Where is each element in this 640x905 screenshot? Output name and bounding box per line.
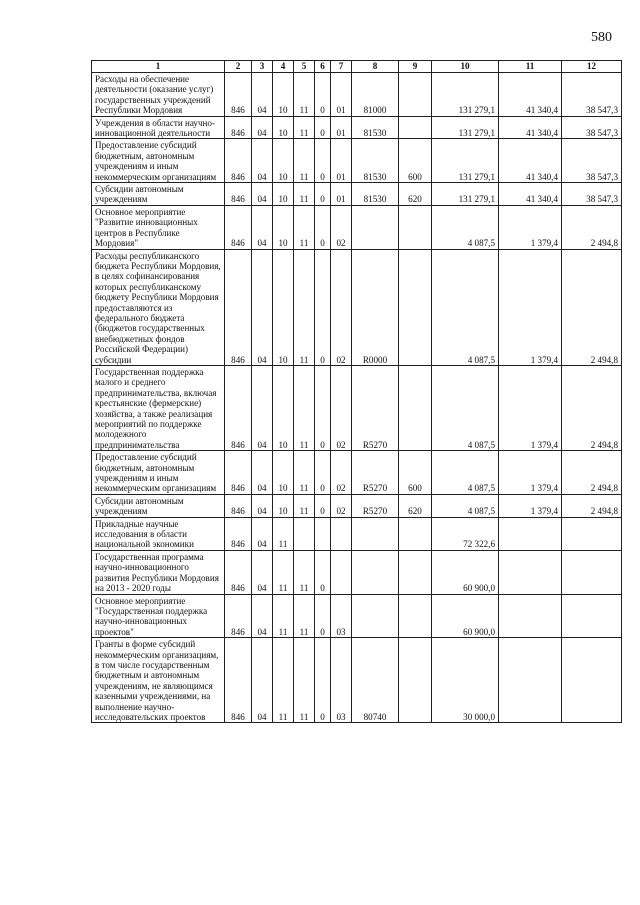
subsection-cell: 10 — [273, 451, 294, 495]
column-header: 5 — [294, 61, 315, 73]
subsection-cell: 10 — [273, 183, 294, 206]
ministry-code-cell: 846 — [225, 183, 252, 206]
row-name-cell: Гранты в форме субсидий некоммерческим организациям, в том числе государственным бюджетным и автономным учреждениям, не являющимся казенными учреждениями, на выполнение научно-исследовательских проектов — [92, 638, 225, 723]
direction-cell: R5270 — [352, 451, 399, 495]
program-cell: 11 — [294, 451, 315, 495]
page-number: 580 — [591, 30, 612, 45]
table-row — [92, 550, 622, 594]
subsection-cell: 10 — [273, 365, 294, 450]
activity-cell: 01 — [331, 139, 352, 183]
expense-type-cell — [399, 517, 432, 550]
table-body — [92, 73, 622, 723]
amount-total-cell: 4 087,5 — [432, 249, 499, 365]
expense-type-cell — [399, 594, 432, 638]
section-cell: 04 — [252, 594, 273, 638]
row-name-cell: Расходы республиканского бюджета Республики Мордовия, в целях софинансирования которых республиканскому бюджету Республики Мордовия предоставляются из федерального бюджета (бюджетов государственных внебюджетных фондов Российской Федерации) субсидии — [92, 249, 225, 365]
activity-cell: 02 — [331, 249, 352, 365]
section-cell: 04 — [252, 550, 273, 594]
direction-cell: 81530 — [352, 116, 399, 139]
expense-type-cell: 620 — [399, 183, 432, 206]
table-row — [92, 365, 622, 450]
amount-second-cell: 1 379,4 — [499, 451, 562, 495]
column-header: 3 — [252, 61, 273, 73]
table-row — [92, 139, 622, 183]
table-row — [92, 638, 622, 723]
amount-second-cell: 1 379,4 — [499, 494, 562, 517]
ministry-code-cell: 846 — [225, 494, 252, 517]
subprogram-cell: 0 — [315, 249, 331, 365]
amount-second-cell: 41 340,4 — [499, 116, 562, 139]
ministry-code-cell: 846 — [225, 517, 252, 550]
expense-type-cell — [399, 249, 432, 365]
amount-second-cell: 41 340,4 — [499, 73, 562, 117]
expense-type-cell: 600 — [399, 451, 432, 495]
activity-cell: 02 — [331, 494, 352, 517]
program-cell: 11 — [294, 183, 315, 206]
direction-cell — [352, 550, 399, 594]
program-cell: 11 — [294, 249, 315, 365]
budget-table — [91, 60, 622, 723]
direction-cell — [352, 517, 399, 550]
table-row — [92, 73, 622, 117]
column-header: 7 — [331, 61, 352, 73]
row-name-cell: Предоставление субсидий бюджетным, автономным учреждениям и иным некоммерческим организациям — [92, 139, 225, 183]
subprogram-cell: 0 — [315, 451, 331, 495]
activity-cell: 02 — [331, 451, 352, 495]
amount-total-cell: 4 087,5 — [432, 451, 499, 495]
section-cell: 04 — [252, 116, 273, 139]
program-cell: 11 — [294, 365, 315, 450]
subprogram-cell: 0 — [315, 205, 331, 249]
section-cell: 04 — [252, 183, 273, 206]
amount-second-cell — [499, 594, 562, 638]
subprogram-cell: 0 — [315, 116, 331, 139]
subsection-cell: 10 — [273, 205, 294, 249]
ministry-code-cell: 846 — [225, 139, 252, 183]
row-name-cell: Государственная поддержка малого и среднего предпринимательства, включая крестьянские (фермерские) хозяйства, а также реализация мероприятий по поддержке молодежного предпринимательства — [92, 365, 225, 450]
amount-third-cell: 38 547,3 — [562, 116, 622, 139]
subsection-cell: 11 — [273, 594, 294, 638]
amount-third-cell: 2 494,8 — [562, 494, 622, 517]
subsection-cell: 10 — [273, 116, 294, 139]
amount-second-cell — [499, 550, 562, 594]
subprogram-cell: 0 — [315, 73, 331, 117]
activity-cell: 01 — [331, 116, 352, 139]
expense-type-cell — [399, 116, 432, 139]
table-row — [92, 451, 622, 495]
column-header: 1 — [92, 61, 225, 73]
amount-total-cell: 4 087,5 — [432, 205, 499, 249]
amount-second-cell — [499, 638, 562, 723]
column-header: 8 — [352, 61, 399, 73]
ministry-code-cell: 846 — [225, 73, 252, 117]
row-name-cell: Учреждения в области научно-инновационной деятельности — [92, 116, 225, 139]
program-cell: 11 — [294, 139, 315, 183]
row-name-cell: Государственная программа научно-инновационного развития Республики Мордовия на 2013 - 2020 годы — [92, 550, 225, 594]
program-cell: 11 — [294, 73, 315, 117]
amount-second-cell: 1 379,4 — [499, 205, 562, 249]
ministry-code-cell: 846 — [225, 249, 252, 365]
subprogram-cell — [315, 517, 331, 550]
row-name-cell: Прикладные научные исследования в области национальной экономики — [92, 517, 225, 550]
program-cell: 11 — [294, 550, 315, 594]
activity-cell — [331, 550, 352, 594]
amount-third-cell: 2 494,8 — [562, 249, 622, 365]
program-cell: 11 — [294, 594, 315, 638]
section-cell: 04 — [252, 365, 273, 450]
subsection-cell: 11 — [273, 517, 294, 550]
direction-cell: 81000 — [352, 73, 399, 117]
ministry-code-cell: 846 — [225, 550, 252, 594]
program-cell — [294, 517, 315, 550]
expense-type-cell — [399, 550, 432, 594]
subprogram-cell: 0 — [315, 594, 331, 638]
subprogram-cell: 0 — [315, 550, 331, 594]
program-cell: 11 — [294, 116, 315, 139]
direction-cell: R0000 — [352, 249, 399, 365]
column-header: 9 — [399, 61, 432, 73]
ministry-code-cell: 846 — [225, 594, 252, 638]
expense-type-cell — [399, 73, 432, 117]
amount-total-cell: 30 000,0 — [432, 638, 499, 723]
activity-cell: 01 — [331, 183, 352, 206]
section-cell: 04 — [252, 517, 273, 550]
subprogram-cell: 0 — [315, 494, 331, 517]
amount-third-cell: 2 494,8 — [562, 451, 622, 495]
amount-third-cell: 2 494,8 — [562, 205, 622, 249]
amount-second-cell: 1 379,4 — [499, 365, 562, 450]
amount-third-cell — [562, 550, 622, 594]
table-row — [92, 116, 622, 139]
subsection-cell: 10 — [273, 249, 294, 365]
table-row — [92, 183, 622, 206]
column-header: 2 — [225, 61, 252, 73]
activity-cell: 02 — [331, 205, 352, 249]
amount-second-cell: 41 340,4 — [499, 139, 562, 183]
activity-cell: 03 — [331, 638, 352, 723]
table-row — [92, 594, 622, 638]
column-header: 10 — [432, 61, 499, 73]
direction-cell — [352, 594, 399, 638]
section-cell: 04 — [252, 205, 273, 249]
expense-type-cell — [399, 205, 432, 249]
ministry-code-cell: 846 — [225, 205, 252, 249]
column-header: 12 — [562, 61, 622, 73]
ministry-code-cell: 846 — [225, 365, 252, 450]
column-header: 11 — [499, 61, 562, 73]
direction-cell: 81530 — [352, 183, 399, 206]
activity-cell: 02 — [331, 365, 352, 450]
subsection-cell: 10 — [273, 494, 294, 517]
subprogram-cell: 0 — [315, 365, 331, 450]
activity-cell — [331, 517, 352, 550]
ministry-code-cell: 846 — [225, 116, 252, 139]
amount-total-cell: 4 087,5 — [432, 494, 499, 517]
ministry-code-cell: 846 — [225, 638, 252, 723]
expense-type-cell: 600 — [399, 139, 432, 183]
subsection-cell: 11 — [273, 638, 294, 723]
section-cell: 04 — [252, 451, 273, 495]
amount-total-cell: 131 279,1 — [432, 116, 499, 139]
direction-cell: R5270 — [352, 365, 399, 450]
table-row — [92, 205, 622, 249]
direction-cell: 81530 — [352, 139, 399, 183]
amount-second-cell: 41 340,4 — [499, 183, 562, 206]
activity-cell: 03 — [331, 594, 352, 638]
amount-second-cell — [499, 517, 562, 550]
program-cell: 11 — [294, 205, 315, 249]
direction-cell: R5270 — [352, 494, 399, 517]
row-name-cell: Субсидии автономным учреждениям — [92, 183, 225, 206]
program-cell: 11 — [294, 494, 315, 517]
amount-third-cell: 38 547,3 — [562, 183, 622, 206]
expense-type-cell — [399, 365, 432, 450]
subsection-cell: 10 — [273, 73, 294, 117]
row-name-cell: Расходы на обеспечение деятельности (оказание услуг) государственных учреждений Республики Мордовия — [92, 73, 225, 117]
amount-total-cell: 72 322,6 — [432, 517, 499, 550]
amount-third-cell: 38 547,3 — [562, 73, 622, 117]
amount-total-cell: 60 900,0 — [432, 594, 499, 638]
amount-third-cell — [562, 517, 622, 550]
ministry-code-cell: 846 — [225, 451, 252, 495]
section-cell: 04 — [252, 249, 273, 365]
amount-total-cell: 131 279,1 — [432, 73, 499, 117]
amount-total-cell: 4 087,5 — [432, 365, 499, 450]
row-name-cell: Основное мероприятие "Государственная поддержка научно-инновационных проектов" — [92, 594, 225, 638]
direction-cell — [352, 205, 399, 249]
amount-second-cell: 1 379,4 — [499, 249, 562, 365]
table-row — [92, 249, 622, 365]
amount-third-cell: 2 494,8 — [562, 365, 622, 450]
table-row — [92, 494, 622, 517]
expense-type-cell — [399, 638, 432, 723]
amount-third-cell — [562, 638, 622, 723]
activity-cell: 01 — [331, 73, 352, 117]
section-cell: 04 — [252, 494, 273, 517]
header-row — [92, 61, 622, 73]
subprogram-cell: 0 — [315, 139, 331, 183]
subprogram-cell: 0 — [315, 638, 331, 723]
amount-total-cell: 131 279,1 — [432, 183, 499, 206]
row-name-cell: Основное мероприятие "Развитие инновационных центров в Республике Мордовия" — [92, 205, 225, 249]
amount-total-cell: 131 279,1 — [432, 139, 499, 183]
section-cell: 04 — [252, 638, 273, 723]
section-cell: 04 — [252, 139, 273, 183]
amount-third-cell — [562, 594, 622, 638]
section-cell: 04 — [252, 73, 273, 117]
row-name-cell: Субсидии автономным учреждениям — [92, 494, 225, 517]
expense-type-cell: 620 — [399, 494, 432, 517]
amount-total-cell: 60 900,0 — [432, 550, 499, 594]
subsection-cell: 11 — [273, 550, 294, 594]
subprogram-cell: 0 — [315, 183, 331, 206]
subsection-cell: 10 — [273, 139, 294, 183]
amount-third-cell: 38 547,3 — [562, 139, 622, 183]
row-name-cell: Предоставление субсидий бюджетным, автономным учреждениям и иным некоммерческим организациям — [92, 451, 225, 495]
column-header: 4 — [273, 61, 294, 73]
table-row — [92, 517, 622, 550]
direction-cell: 80740 — [352, 638, 399, 723]
program-cell: 11 — [294, 638, 315, 723]
column-header: 6 — [315, 61, 331, 73]
